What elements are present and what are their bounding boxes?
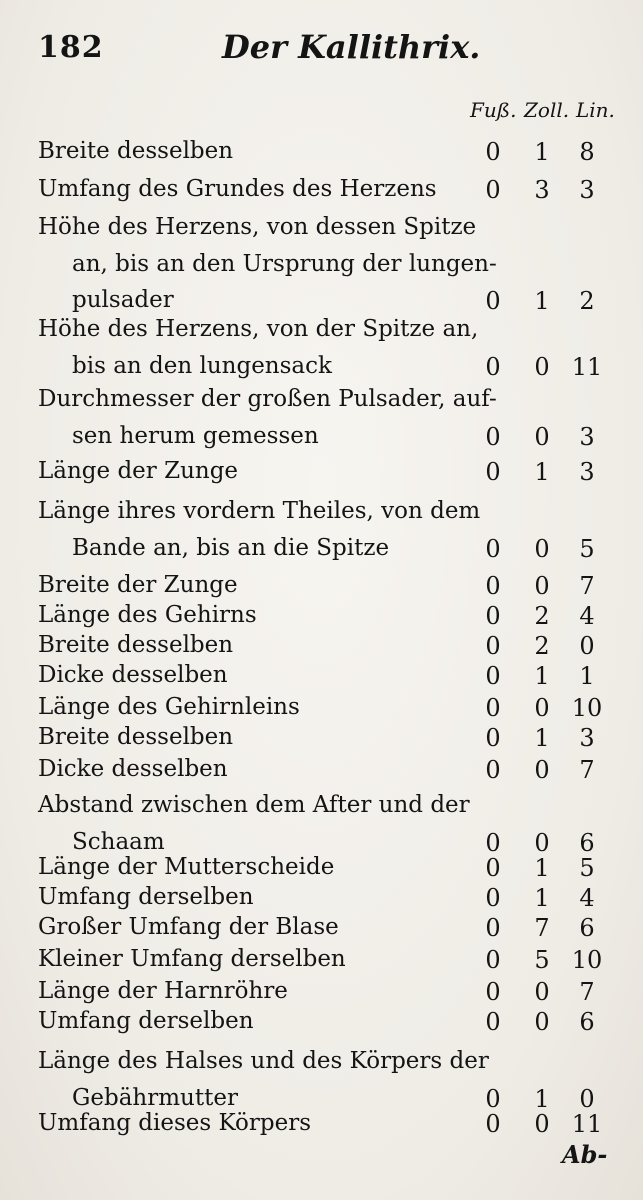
measurement-row [38,722,618,758]
measurement-label: Schaam [72,828,165,855]
column-headers [470,98,620,128]
measurement-label: Länge der Harnröhre [38,978,288,1004]
value-lin: 1 [579,662,595,690]
value-fuss: 0 [485,1110,501,1138]
value-lin: 0 [579,632,595,660]
value-fuss: 0 [485,884,501,912]
value-zoll: 0 [534,1008,550,1036]
measurement-label: Kleiner Umfang derselben [38,946,346,972]
value-lin: 7 [579,756,595,784]
value-lin: 3 [579,176,595,204]
value-fuss: 0 [485,138,501,166]
value-zoll: 1 [534,854,550,882]
measurement-row [38,1006,618,1042]
value-lin: 8 [579,138,595,166]
measurement-row [38,754,618,790]
running-head: Der Kallithrix. [222,28,481,66]
value-fuss: 0 [485,946,501,974]
value-fuss: 0 [485,422,501,451]
measurement-label: Umfang derselben [38,884,254,910]
value-lin: 5 [579,534,595,563]
value-lin: 10 [571,694,603,722]
value-fuss: 0 [485,1008,501,1036]
value-lin: 11 [571,352,603,381]
column-header-fuss: Fuß. [470,98,517,122]
measurement-label: Länge des Gehirns [38,602,257,628]
value-lin: 4 [579,602,595,630]
measurement-label: Abstand zwischen dem After und der [38,792,470,818]
value-fuss: 0 [485,694,501,722]
value-fuss: 0 [485,176,501,204]
catchword: Ab- [562,1140,608,1169]
value-fuss: 0 [485,978,501,1006]
value-lin: 5 [579,854,595,882]
measurement-label: Umfang derselben [38,1008,254,1034]
column-header-zoll: Zoll. [524,98,570,122]
measurement-label: Länge der Zunge [38,458,239,484]
value-zoll: 0 [534,756,550,784]
measurement-label: Breite desselben [38,138,234,164]
value-lin: 6 [579,1008,595,1036]
value-zoll: 0 [534,978,550,1006]
measurement-label: Länge ihres vordern Theiles, von dem [38,498,481,524]
value-zoll: 2 [534,602,550,630]
value-lin: 4 [579,884,595,912]
value-fuss: 0 [485,352,501,381]
value-fuss: 0 [485,632,501,660]
value-zoll: 0 [534,828,550,857]
value-lin: 6 [579,828,595,857]
value-lin: 7 [579,572,595,600]
value-lin: 6 [579,914,595,942]
value-zoll: 0 [534,1110,550,1138]
measurement-label: Breite desselben [38,724,234,750]
value-zoll: 0 [534,534,550,563]
value-lin: 2 [579,287,595,315]
measurement-row-continuation [38,790,618,826]
value-zoll: 0 [534,352,550,381]
measurement-label: Länge des Halses und des Körpers der [38,1048,489,1074]
value-lin: 11 [571,1110,603,1138]
page-number: 182 [38,30,104,65]
value-zoll: 3 [534,176,550,204]
measurement-row [38,944,618,980]
measurement-label: Breite der Zunge [38,572,238,598]
measurement-row-continuation [38,1046,618,1082]
value-lin: 0 [579,1084,595,1113]
value-fuss: 0 [485,828,501,857]
measurement-label: Höhe des Herzens, von der Spitze an, [38,316,479,342]
value-lin: 10 [571,946,603,974]
value-zoll: 0 [534,694,550,722]
value-zoll: 1 [534,138,550,166]
value-zoll: 1 [534,458,550,486]
value-zoll: 1 [534,287,550,315]
value-fuss: 0 [485,572,501,600]
measurement-label: Höhe des Herzens, von dessen Spitze [38,214,477,240]
measurement-label: Durchmesser der großen Pulsader, auf- [38,386,497,412]
measurement-label: Breite desselben [38,632,234,658]
measurement-row [38,533,618,569]
measurement-row [38,912,618,948]
value-zoll: 1 [534,884,550,912]
measurement-row [38,136,618,172]
measurement-label: bis an den lungensack [72,352,332,379]
value-fuss: 0 [485,914,501,942]
measurement-row [38,1108,618,1144]
value-zoll: 7 [534,914,550,942]
measurement-row-continuation [38,384,618,420]
measurement-row-continuation [38,249,618,285]
measurement-row [38,456,618,492]
value-zoll: 1 [534,724,550,752]
value-zoll: 0 [534,572,550,600]
value-fuss: 0 [485,1084,501,1113]
measurement-label: Gebährmutter [72,1084,238,1111]
value-zoll: 2 [534,632,550,660]
measurement-label: Dicke desselben [38,756,228,782]
value-zoll: 0 [534,422,550,451]
measurement-label: Dicke desselben [38,662,228,688]
value-lin: 7 [579,978,595,1006]
measurement-row-continuation [38,212,618,248]
measurement-row [38,421,618,457]
column-header-lin: Lin. [576,98,615,122]
measurement-row [38,174,618,210]
value-lin: 3 [579,422,595,451]
measurement-row [38,660,618,696]
value-lin: 3 [579,458,595,486]
measurement-row-continuation [38,314,618,350]
value-fuss: 0 [485,534,501,563]
measurement-label: Umfang des Grundes des Herzens [38,176,437,202]
value-fuss: 0 [485,458,501,486]
measurement-label: Länge des Gehirnleins [38,694,300,720]
measurement-label: sen herum gemessen [72,422,319,449]
measurement-label: pulsader [72,287,174,313]
measurement-label: Großer Umfang der Blase [38,914,339,940]
value-fuss: 0 [485,602,501,630]
value-zoll: 1 [534,1084,550,1113]
value-fuss: 0 [485,662,501,690]
value-zoll: 5 [534,946,550,974]
value-fuss: 0 [485,724,501,752]
measurement-label: Bande an, bis an die Spitze [72,534,390,561]
value-zoll: 1 [534,662,550,690]
measurement-label: Umfang dieses Körpers [38,1110,312,1136]
measurement-label: an, bis an den Ursprung der lungen- [72,250,497,277]
value-fuss: 0 [485,756,501,784]
value-fuss: 0 [485,287,501,315]
value-lin: 3 [579,724,595,752]
value-fuss: 0 [485,854,501,882]
measurement-label: Länge der Mutterscheide [38,854,335,880]
measurement-row [38,351,618,387]
measurement-row-continuation [38,496,618,532]
